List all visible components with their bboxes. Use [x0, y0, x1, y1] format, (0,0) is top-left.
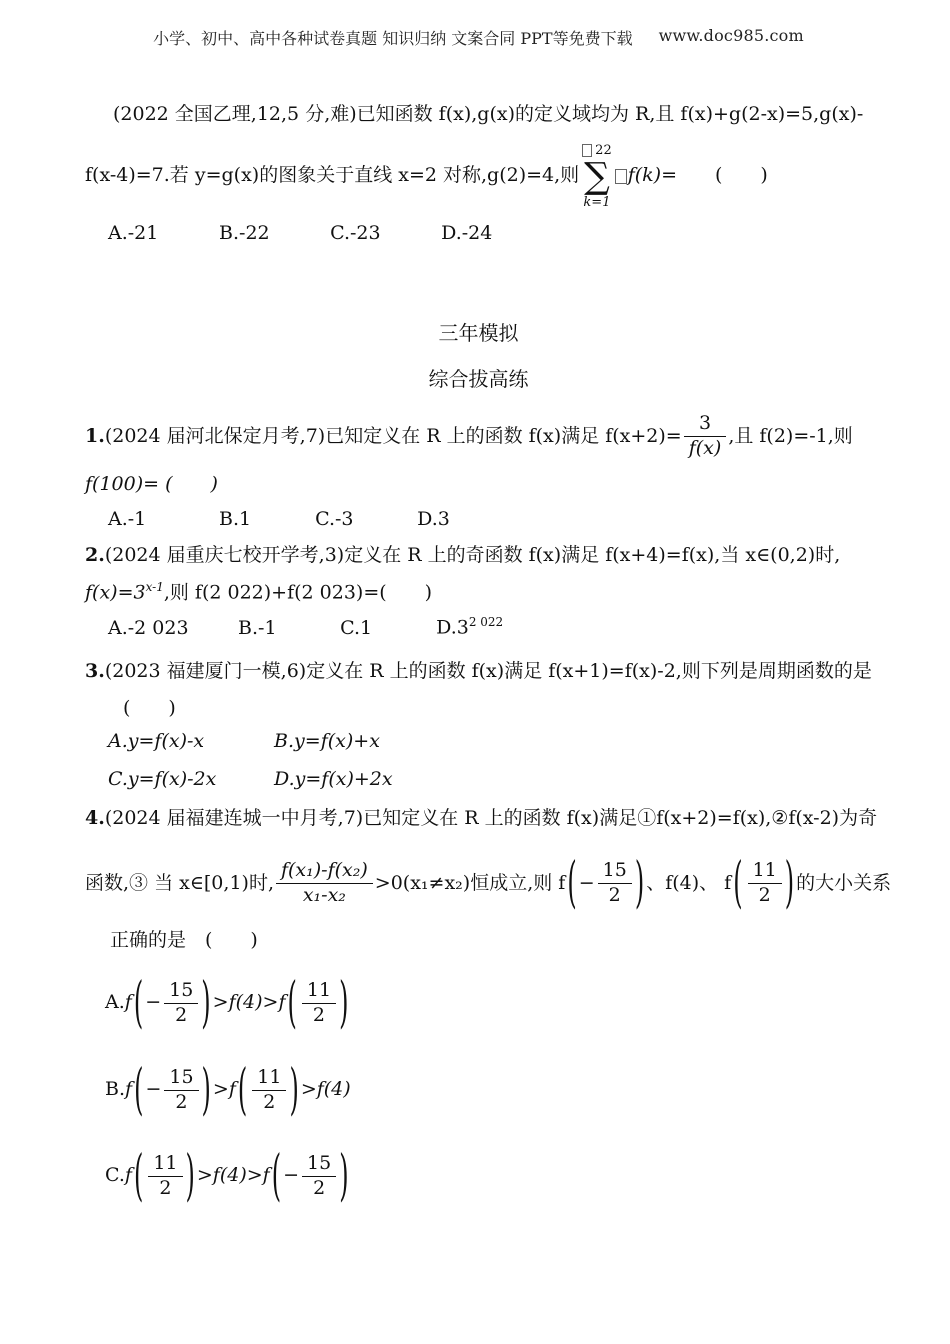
fraction	[252, 1067, 286, 1114]
q1-text1: (2024 届河北保定月考,7)已知定义在 R 上的函数 f(x)满足 f(x+2)=	[104, 424, 682, 447]
right-paren-icon: )	[201, 970, 211, 1035]
fraction-numerator: 11	[252, 1067, 286, 1091]
section-title-three-year-mock: 三年模拟	[438, 321, 519, 346]
right-paren-icon: )	[185, 1143, 195, 1208]
q1-text2: ,且 f(2)=-1,则	[728, 424, 853, 447]
q4-option-c-fraction-1	[133, 1143, 196, 1208]
sigma-icon: ∑	[584, 155, 610, 197]
q4-option-c-mid: >f(4)>f	[196, 1164, 270, 1187]
q2-expression-exponent: x-1	[145, 580, 164, 595]
q1-option-d: D.3	[417, 508, 450, 531]
q2-stem-line2	[85, 579, 872, 606]
q1-fraction-numerator: 3	[684, 413, 727, 437]
q3-text1: (2023 福建厦门一模,6)定义在 R 上的函数 f(x)满足 f(x+1)=f(x)-2,则下列是周期函数的是	[104, 660, 872, 683]
q4-paren-fraction-2	[732, 850, 795, 916]
left-paren-icon: (	[271, 1143, 282, 1208]
q1-fraction-denominator: f(x)	[688, 436, 722, 459]
q4-text2: 函数,③ 当 x∈[0,1)时,	[85, 871, 274, 894]
fraction-denominator: 2	[175, 1003, 188, 1026]
q2-number: 2.	[85, 543, 105, 566]
q4-option-b	[85, 1055, 872, 1125]
q4-option-a-fraction-2	[287, 970, 350, 1035]
q3-options-row2	[85, 767, 872, 793]
q3-options-row1	[85, 729, 872, 755]
left-paren-icon: (	[134, 1057, 144, 1122]
q4-option-a-fraction-1	[133, 970, 212, 1035]
q2022-text2: f(x-4)=7.若 y=g(x)的图象关于直线 x=2 对称,g(2)=4,则	[85, 164, 580, 187]
fraction-sign: −	[283, 1164, 300, 1187]
section-title-comprehensive-practice: 综合拔高练	[428, 367, 529, 392]
fraction-sign: −	[145, 991, 162, 1014]
q4-option-b-label: B.	[105, 1078, 126, 1101]
q4-text4: 、f(4)、 f	[646, 871, 732, 894]
summation-symbol	[582, 144, 612, 209]
q2-text1: (2024 届重庆七校开学考,3)定义在 R 上的奇函数 f(x)满足 f(x+4)=f(x),当 x∈(0,2)时,	[104, 543, 841, 566]
q2-option-b: B.-1	[238, 616, 277, 639]
q1-question-expression: f(100)= ( )	[85, 473, 218, 496]
fraction	[302, 980, 336, 1027]
q2022-stem-line2	[85, 144, 872, 209]
left-paren-icon: (	[133, 970, 144, 1035]
q3-number: 3.	[85, 660, 105, 683]
q4-number: 4.	[85, 806, 105, 829]
left-paren-icon: (	[733, 850, 743, 916]
q3-option-c: C.y=f(x)-2x	[108, 768, 217, 791]
fraction	[164, 980, 198, 1027]
q2-stem-line1	[85, 543, 872, 569]
q4-paren-fraction-1	[566, 850, 645, 916]
q4-option-b-f: f	[125, 1078, 133, 1101]
q3-option-d: D.y=f(x)+2x	[274, 768, 393, 791]
right-paren-icon: )	[201, 1057, 211, 1122]
fraction-numerator: 15	[302, 1153, 336, 1177]
q3-option-b: B.y=f(x)+x	[274, 729, 380, 752]
q2-options	[85, 614, 872, 641]
q4-option-a	[85, 969, 872, 1037]
right-paren-icon: )	[634, 850, 645, 916]
left-paren-icon: (	[133, 1143, 144, 1208]
q2022-options	[85, 221, 872, 247]
q2022-answer-blank: ( )	[715, 164, 768, 187]
fraction-denominator: 2	[263, 1090, 276, 1113]
q3-option-a: A.y=f(x)-x	[108, 729, 205, 752]
left-paren-icon: (	[567, 850, 577, 916]
q2022-option-d: D.-24	[441, 221, 493, 244]
q2-expression-base: f(x)=3	[85, 581, 146, 604]
q4-option-b-mid: >f	[212, 1078, 236, 1101]
page-header	[85, 26, 872, 49]
q2-text2: ,则 f(2 022)+f(2 023)=( )	[163, 581, 433, 604]
fraction-denominator: 2	[159, 1176, 172, 1199]
fraction-numerator: 15	[164, 1067, 198, 1091]
q4-option-c-f: f	[124, 1164, 132, 1187]
q4-dq-denominator: x₁-x₂	[302, 884, 346, 907]
fraction-denominator: 2	[312, 1003, 326, 1026]
q4-option-a-f: f	[124, 991, 132, 1014]
q4-difference-quotient	[276, 860, 373, 907]
q2022-option-b: B.-22	[219, 221, 270, 244]
q2022-fk-expression: f(k)=	[627, 164, 678, 187]
left-paren-icon: (	[237, 1057, 248, 1122]
fraction	[302, 1153, 336, 1200]
q1-option-c: C.-3	[315, 508, 354, 531]
q2-option-d	[436, 614, 503, 641]
q4-bf1-denominator: 2	[608, 884, 621, 907]
right-paren-icon: )	[289, 1057, 299, 1122]
fraction-sign: −	[145, 1078, 162, 1101]
header-url-link[interactable]: www.doc985.com	[658, 26, 804, 45]
q4-option-b-fraction-1	[133, 1057, 212, 1122]
missing-glyph-box-icon	[582, 144, 592, 157]
summation-lower-limit: k=1	[583, 194, 611, 210]
q2022-option-c: C.-23	[330, 221, 381, 244]
q2022-option-a: A.-21	[108, 221, 159, 244]
q4-option-c-fraction-2	[271, 1143, 350, 1208]
q4-text1: (2024 届福建连城一中月考,7)已知定义在 R 上的函数 f(x)满足①f(x+2)=f(x),②f(x-2)为奇	[104, 806, 878, 829]
fraction	[748, 860, 782, 907]
q4-bf1-numerator: 15	[598, 860, 632, 884]
header-slogan: 小学、初中、高中各种试卷真题 知识归纳 文案合同 PPT等免费下载	[153, 29, 633, 48]
q4-bf2-numerator: 11	[748, 860, 782, 884]
q1-fraction	[684, 413, 727, 460]
fraction	[598, 860, 632, 907]
summation-upper-value: 22	[595, 142, 612, 158]
fraction-numerator: 11	[148, 1153, 182, 1177]
right-paren-icon: )	[339, 970, 349, 1035]
q4-option-c	[85, 1141, 872, 1211]
q2-option-d-base: D.3	[436, 616, 469, 639]
fraction-denominator: 2	[175, 1090, 188, 1113]
q1-number: 1.	[85, 424, 105, 447]
fraction	[164, 1067, 198, 1114]
fraction-denominator: 2	[313, 1176, 326, 1199]
q3-answer-blank: ( )	[123, 696, 176, 719]
q2022-text1: (2022 全国乙理,12,5 分,难)已知函数 f(x),g(x)的定义域均为 R,且 f(x)+g(2-x)=5,g(x)-	[113, 103, 864, 125]
worksheet-content	[85, 102, 892, 1211]
fraction-numerator: 15	[164, 980, 198, 1004]
q4-text3: >0(x₁≠x₂)恒成立,则 f	[374, 871, 566, 894]
right-paren-icon: )	[784, 850, 795, 916]
q1-stem-line2	[85, 472, 872, 498]
q3-stem-line1	[85, 659, 872, 685]
fraction-numerator: 11	[302, 980, 336, 1004]
q4-option-a-mid: >f(4)>f	[212, 991, 286, 1014]
q2022-stem-line1	[85, 102, 872, 128]
q1-option-b: B.1	[219, 508, 252, 531]
left-paren-icon: (	[287, 970, 297, 1035]
fraction	[148, 1153, 182, 1200]
q2-option-c: C.1	[340, 616, 373, 639]
q4-option-b-fraction-2	[237, 1057, 300, 1122]
q1-options	[85, 507, 872, 533]
q2-option-d-exponent: 2 022	[468, 615, 504, 630]
q1-stem-line1	[85, 408, 872, 464]
q4-dq-numerator: f(x₁)-f(x₂)	[276, 860, 373, 884]
q2-option-a: A.-2 023	[108, 616, 189, 639]
q4-stem-line1	[85, 806, 878, 832]
right-paren-icon: )	[339, 1143, 349, 1208]
q4-bf1-sign: −	[578, 871, 595, 894]
q1-option-a: A.-1	[108, 508, 147, 531]
q4-text5: 的大小关系	[796, 871, 892, 894]
q4-bf2-denominator: 2	[758, 884, 771, 907]
missing-glyph-box-icon	[615, 169, 627, 184]
q4-option-c-label: C.	[105, 1164, 125, 1187]
q4-stem-line3: 正确的是 ( )	[110, 928, 258, 951]
q4-stem-line2	[85, 846, 892, 922]
q4-option-a-label: A.	[105, 991, 125, 1014]
q4-option-b-post: >f(4)	[300, 1078, 351, 1101]
